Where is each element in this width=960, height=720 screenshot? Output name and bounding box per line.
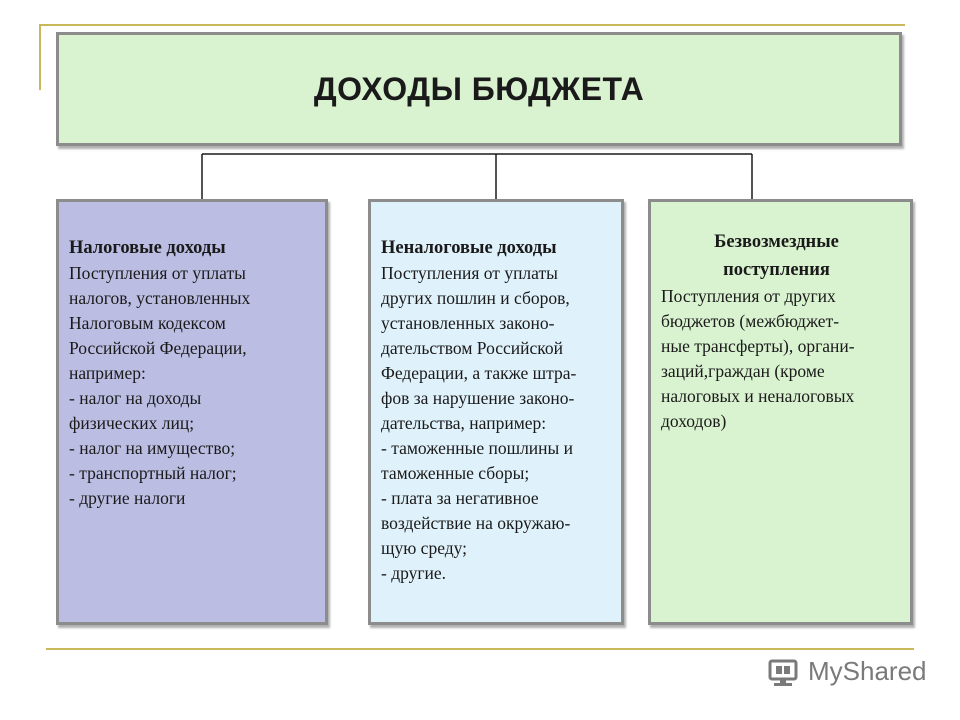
card-gratuitous-receipts: [648, 199, 913, 625]
card-description: Поступления от других бюджетов (межбюджет- ные трансферты), органи- заций,граждан (кроме налоговых и неналоговых доходов): [661, 286, 855, 431]
watermark: [768, 656, 927, 687]
card-non-tax-revenue: [368, 199, 624, 625]
watermark-text: MyShared: [808, 656, 927, 686]
card-tax-revenue: [56, 199, 328, 625]
myshared-logo-icon: [768, 657, 802, 687]
card-heading: Налоговые доходы: [69, 238, 226, 258]
decorative-left-line: [39, 26, 41, 90]
decorative-top-line: [39, 24, 905, 26]
card-description: Поступления от уплаты других пошлин и сборов, установленных законо- дательством Российской Федерации, а также штра- фов за нарушение законо- дательства, например:: [381, 263, 577, 433]
title-box: [56, 32, 902, 146]
card-heading-line-1: Безвозмездные: [714, 232, 839, 252]
diagram-title: ДОХОДЫ БЮДЖЕТА: [313, 70, 645, 107]
list-item: - таможенные пошлины и таможенные сборы;: [381, 438, 574, 483]
decorative-bottom-line: [46, 648, 914, 650]
list-item: - другие налоги: [69, 488, 186, 508]
list-item: - другие.: [381, 563, 447, 583]
list-item: - налог на имущество;: [69, 438, 236, 458]
card-description: Поступления от уплаты налогов, установленных Налоговым кодексом Российской Федерации, например:: [69, 263, 251, 383]
list-item: - плата за негативное воздействие на окружаю- щую среду;: [381, 488, 571, 558]
list-item: - транспортный налог;: [69, 463, 237, 483]
card-heading-line-2: поступления: [723, 260, 830, 280]
list-item: - налог на доходы физических лиц;: [69, 388, 202, 433]
card-heading: Неналоговые доходы: [381, 238, 557, 258]
